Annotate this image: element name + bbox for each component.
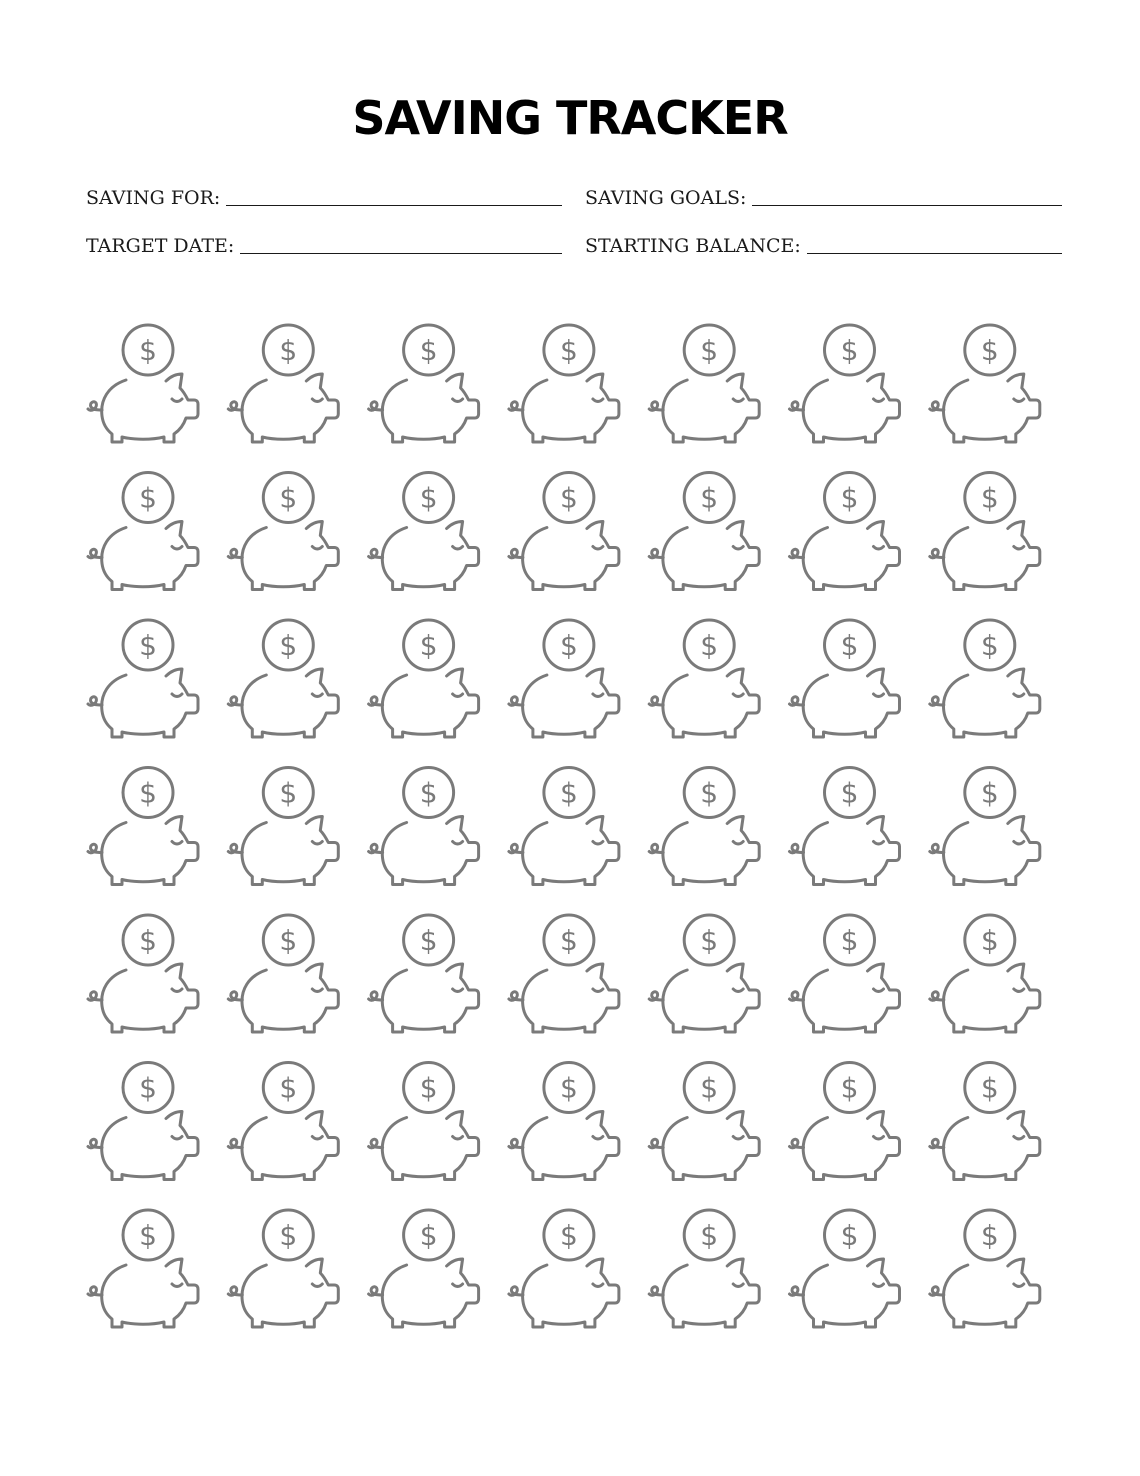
- dollar-sign-icon: $: [279, 334, 298, 367]
- pig-tail: [88, 549, 102, 558]
- pig-tail: [228, 844, 242, 853]
- pig-eye: [874, 694, 884, 697]
- pig-body: [663, 817, 759, 885]
- piggy-bank-icon[interactable]: [790, 1063, 900, 1180]
- pig-eye: [172, 989, 182, 992]
- pig-eye: [1014, 989, 1024, 992]
- pig-body: [102, 1112, 198, 1180]
- dollar-sign-icon: $: [559, 1071, 578, 1105]
- piggy-bank-icon[interactable]: [228, 473, 338, 590]
- saving-goals-label: SAVING GOALS:: [585, 187, 747, 209]
- pig-body: [102, 817, 198, 885]
- pig-tail: [509, 844, 523, 853]
- pig-body: [382, 374, 478, 442]
- pig-eye: [1014, 842, 1024, 845]
- pig-tail: [790, 1139, 804, 1148]
- piggy-bank-icon[interactable]: [369, 1063, 479, 1180]
- piggy-bank-icon[interactable]: [88, 1210, 198, 1327]
- piggy-bank-icon[interactable]: [369, 915, 479, 1032]
- dollar-sign-icon: $: [980, 1219, 999, 1252]
- pig-body: [803, 374, 899, 442]
- dollar-sign-icon: $: [419, 481, 438, 515]
- pig-tail: [930, 844, 944, 853]
- piggy-bank-icon[interactable]: [509, 325, 619, 442]
- piggy-bank-icon[interactable]: [509, 473, 619, 590]
- pig-tail: [930, 697, 944, 706]
- pig-tail: [649, 402, 663, 411]
- pig-body: [523, 1112, 619, 1180]
- dollar-sign-icon: $: [980, 924, 999, 957]
- pig-tail: [930, 992, 944, 1001]
- piggy-bank-icon[interactable]: [790, 1210, 900, 1327]
- pig-eye: [453, 547, 463, 550]
- pig-eye: [1014, 1284, 1024, 1287]
- pig-body: [944, 817, 1040, 885]
- pig-eye: [453, 1137, 463, 1140]
- dollar-sign-icon: $: [139, 334, 157, 367]
- pig-body: [382, 964, 478, 1032]
- pig-eye: [733, 1284, 743, 1287]
- pig-eye: [312, 399, 322, 402]
- pig-tail: [228, 402, 242, 411]
- pig-body: [523, 817, 619, 885]
- dollar-sign-icon: $: [139, 924, 157, 957]
- pig-body: [242, 374, 338, 442]
- pig-body: [803, 669, 899, 737]
- pig-eye: [172, 694, 182, 697]
- pig-body: [663, 669, 759, 737]
- dollar-sign-icon: $: [139, 1219, 157, 1252]
- pig-tail: [790, 697, 804, 706]
- pig-eye: [1014, 694, 1024, 697]
- pig-tail: [649, 697, 663, 706]
- pig-body: [944, 374, 1040, 442]
- pig-tail: [649, 992, 663, 1001]
- piggy-bank-icon[interactable]: [649, 473, 759, 590]
- dollar-sign-icon: $: [840, 481, 859, 515]
- piggy-bank-icon[interactable]: [930, 1063, 1040, 1180]
- pig-tail: [509, 402, 523, 411]
- pig-eye: [593, 547, 603, 550]
- pig-tail: [649, 1287, 663, 1296]
- piggy-bank-icon[interactable]: [930, 620, 1040, 737]
- pig-body: [663, 1112, 759, 1180]
- dollar-sign-icon: $: [419, 334, 438, 367]
- piggy-bank-icon[interactable]: [88, 473, 198, 590]
- pig-tail: [790, 844, 804, 853]
- pig-eye: [172, 399, 182, 402]
- piggy-bank-icon[interactable]: [509, 915, 619, 1032]
- piggy-bank-icon[interactable]: [88, 1063, 198, 1180]
- dollar-sign-icon: $: [279, 1071, 298, 1105]
- pig-eye: [172, 1137, 182, 1140]
- piggy-bank-icon[interactable]: [228, 915, 338, 1032]
- piggy-bank-icon[interactable]: [790, 325, 900, 442]
- pig-tail: [88, 1139, 102, 1148]
- pig-tail: [930, 549, 944, 558]
- piggy-bank-icon[interactable]: [790, 768, 900, 885]
- piggy-bank-icon[interactable]: [369, 325, 479, 442]
- pig-eye: [312, 989, 322, 992]
- dollar-sign-icon: $: [559, 1219, 578, 1252]
- pig-eye: [593, 694, 603, 697]
- dollar-sign-icon: $: [700, 629, 719, 662]
- pig-tail: [228, 1287, 242, 1296]
- pig-tail: [228, 1139, 242, 1148]
- pig-body: [242, 1259, 338, 1327]
- pig-eye: [874, 1137, 884, 1140]
- pig-body: [803, 964, 899, 1032]
- pig-eye: [733, 989, 743, 992]
- dollar-sign-icon: $: [279, 629, 298, 662]
- pig-tail: [509, 697, 523, 706]
- dollar-sign-icon: $: [700, 776, 719, 810]
- pig-tail: [88, 697, 102, 706]
- pig-eye: [172, 1284, 182, 1287]
- piggy-bank-icon[interactable]: [649, 768, 759, 885]
- pig-eye: [593, 842, 603, 845]
- piggy-bank-icon[interactable]: [649, 1210, 759, 1327]
- piggy-bank-icon[interactable]: [509, 768, 619, 885]
- pig-tail: [509, 1139, 523, 1148]
- dollar-sign-icon: $: [559, 629, 578, 662]
- pig-tail: [930, 402, 944, 411]
- pig-tail: [88, 844, 102, 853]
- piggy-bank-icon[interactable]: [88, 768, 198, 885]
- pig-eye: [733, 399, 743, 402]
- piggy-bank-icon[interactable]: [228, 325, 338, 442]
- piggy-bank-icon[interactable]: [228, 768, 338, 885]
- dollar-sign-icon: $: [559, 924, 578, 957]
- piggy-bank-icon[interactable]: [369, 620, 479, 737]
- dollar-sign-icon: $: [419, 1219, 438, 1252]
- pig-tail: [790, 992, 804, 1001]
- pig-body: [102, 1259, 198, 1327]
- pig-eye: [453, 842, 463, 845]
- dollar-sign-icon: $: [559, 334, 578, 367]
- pig-eye: [312, 1137, 322, 1140]
- pig-body: [382, 522, 478, 590]
- piggy-bank-icon[interactable]: [509, 620, 619, 737]
- pig-eye: [453, 989, 463, 992]
- pig-tail: [790, 1287, 804, 1296]
- pig-eye: [312, 842, 322, 845]
- pig-eye: [1014, 399, 1024, 402]
- pig-eye: [172, 547, 182, 550]
- pig-body: [944, 669, 1040, 737]
- dollar-sign-icon: $: [980, 629, 999, 662]
- dollar-sign-icon: $: [700, 1219, 719, 1252]
- pig-tail: [509, 549, 523, 558]
- pig-eye: [453, 1284, 463, 1287]
- pig-tail: [369, 992, 383, 1001]
- pig-body: [803, 1259, 899, 1327]
- dollar-sign-icon: $: [419, 1071, 438, 1105]
- pig-body: [523, 374, 619, 442]
- pig-tail: [228, 549, 242, 558]
- dollar-sign-icon: $: [700, 481, 719, 515]
- dollar-sign-icon: $: [980, 1071, 999, 1105]
- piggy-bank-icon[interactable]: [930, 768, 1040, 885]
- starting-balance-label: STARTING BALANCE:: [585, 235, 801, 257]
- pig-eye: [733, 1137, 743, 1140]
- pig-tail: [369, 844, 383, 853]
- pig-body: [663, 1259, 759, 1327]
- dollar-sign-icon: $: [419, 629, 438, 662]
- piggy-bank-icon[interactable]: [88, 915, 198, 1032]
- pig-eye: [874, 399, 884, 402]
- dollar-sign-icon: $: [840, 629, 859, 662]
- piggy-bank-icon[interactable]: [369, 473, 479, 590]
- piggy-bank-icon[interactable]: [930, 473, 1040, 590]
- piggy-bank-icon[interactable]: [790, 620, 900, 737]
- pig-eye: [593, 1137, 603, 1140]
- pig-eye: [593, 1284, 603, 1287]
- piggy-bank-icon[interactable]: [228, 620, 338, 737]
- dollar-sign-icon: $: [840, 924, 859, 957]
- pig-tail: [509, 1287, 523, 1296]
- pig-body: [523, 669, 619, 737]
- pig-body: [242, 1112, 338, 1180]
- pig-eye: [874, 842, 884, 845]
- pig-body: [523, 522, 619, 590]
- page-title: SAVING TRACKER: [352, 91, 788, 145]
- piggy-bank-icon[interactable]: [930, 1210, 1040, 1327]
- pig-body: [663, 522, 759, 590]
- pig-body: [382, 1259, 478, 1327]
- dollar-sign-icon: $: [980, 776, 999, 810]
- pig-body: [102, 964, 198, 1032]
- pig-tail: [88, 992, 102, 1001]
- dollar-sign-icon: $: [139, 481, 157, 515]
- pig-body: [523, 1259, 619, 1327]
- dollar-sign-icon: $: [980, 334, 999, 367]
- pig-tail: [369, 549, 383, 558]
- pig-body: [242, 669, 338, 737]
- pig-body: [382, 669, 478, 737]
- pig-tail: [790, 549, 804, 558]
- pig-tail: [790, 402, 804, 411]
- piggy-bank-icon[interactable]: [228, 1063, 338, 1180]
- piggy-bank-icon[interactable]: [88, 620, 198, 737]
- pig-tail: [930, 1139, 944, 1148]
- dollar-sign-icon: $: [840, 1071, 859, 1105]
- piggy-bank-icon[interactable]: [649, 1063, 759, 1180]
- piggy-bank-icon[interactable]: [649, 915, 759, 1032]
- dollar-sign-icon: $: [419, 924, 438, 957]
- pig-body: [944, 1259, 1040, 1327]
- dollar-sign-icon: $: [279, 481, 298, 515]
- pig-body: [102, 374, 198, 442]
- dollar-sign-icon: $: [559, 776, 578, 810]
- piggy-bank-icon[interactable]: [369, 768, 479, 885]
- pig-body: [242, 817, 338, 885]
- piggy-bank-icon[interactable]: [649, 620, 759, 737]
- piggy-bank-icon[interactable]: [369, 1210, 479, 1327]
- pig-eye: [874, 547, 884, 550]
- pig-eye: [874, 1284, 884, 1287]
- pig-eye: [593, 399, 603, 402]
- piggy-bank-icon[interactable]: [930, 915, 1040, 1032]
- pig-eye: [733, 547, 743, 550]
- dollar-sign-icon: $: [840, 1219, 859, 1252]
- dollar-sign-icon: $: [559, 481, 578, 515]
- dollar-sign-icon: $: [279, 924, 298, 957]
- dollar-sign-icon: $: [279, 776, 298, 810]
- pig-eye: [312, 694, 322, 697]
- pig-eye: [312, 547, 322, 550]
- pig-tail: [649, 844, 663, 853]
- pig-body: [242, 522, 338, 590]
- pig-eye: [453, 399, 463, 402]
- pig-body: [944, 1112, 1040, 1180]
- piggy-bank-icon[interactable]: [930, 325, 1040, 442]
- pig-eye: [733, 842, 743, 845]
- dollar-sign-icon: $: [700, 924, 719, 957]
- pig-eye: [312, 1284, 322, 1287]
- pig-body: [803, 1112, 899, 1180]
- pig-tail: [88, 402, 102, 411]
- pig-body: [663, 374, 759, 442]
- pig-body: [803, 522, 899, 590]
- pig-body: [382, 1112, 478, 1180]
- target-date-label: TARGET DATE:: [86, 235, 235, 257]
- pig-eye: [593, 989, 603, 992]
- dollar-sign-icon: $: [700, 1071, 719, 1105]
- saving-for-label: SAVING FOR:: [86, 187, 221, 209]
- pig-eye: [453, 694, 463, 697]
- pig-eye: [1014, 1137, 1024, 1140]
- pig-tail: [228, 992, 242, 1001]
- pig-body: [102, 522, 198, 590]
- dollar-sign-icon: $: [980, 481, 999, 515]
- pig-tail: [228, 697, 242, 706]
- piggy-bank-icon[interactable]: [790, 473, 900, 590]
- pig-body: [944, 964, 1040, 1032]
- pig-tail: [369, 697, 383, 706]
- pig-tail: [649, 549, 663, 558]
- dollar-sign-icon: $: [700, 334, 719, 367]
- dollar-sign-icon: $: [279, 1219, 298, 1252]
- piggy-bank-icon[interactable]: [228, 1210, 338, 1327]
- pig-body: [242, 964, 338, 1032]
- pig-body: [102, 669, 198, 737]
- pig-tail: [369, 1287, 383, 1296]
- piggy-bank-icon[interactable]: [649, 325, 759, 442]
- pig-tail: [930, 1287, 944, 1296]
- pig-eye: [874, 989, 884, 992]
- pig-body: [382, 817, 478, 885]
- pig-body: [523, 964, 619, 1032]
- pig-body: [663, 964, 759, 1032]
- dollar-sign-icon: $: [840, 776, 859, 810]
- piggy-bank-icon[interactable]: [509, 1063, 619, 1180]
- piggy-bank-icon[interactable]: [790, 915, 900, 1032]
- pig-tail: [509, 992, 523, 1001]
- piggy-bank-icon[interactable]: [88, 325, 198, 442]
- piggy-bank-icon[interactable]: [509, 1210, 619, 1327]
- pig-eye: [172, 842, 182, 845]
- dollar-sign-icon: $: [139, 629, 157, 662]
- pig-body: [944, 522, 1040, 590]
- dollar-sign-icon: $: [139, 1071, 157, 1105]
- pig-eye: [1014, 547, 1024, 550]
- pig-tail: [649, 1139, 663, 1148]
- pig-tail: [369, 402, 383, 411]
- dollar-sign-icon: $: [419, 776, 438, 810]
- pig-tail: [369, 1139, 383, 1148]
- pig-body: [803, 817, 899, 885]
- dollar-sign-icon: $: [840, 334, 859, 367]
- pig-eye: [733, 694, 743, 697]
- pig-tail: [88, 1287, 102, 1296]
- dollar-sign-icon: $: [139, 776, 157, 810]
